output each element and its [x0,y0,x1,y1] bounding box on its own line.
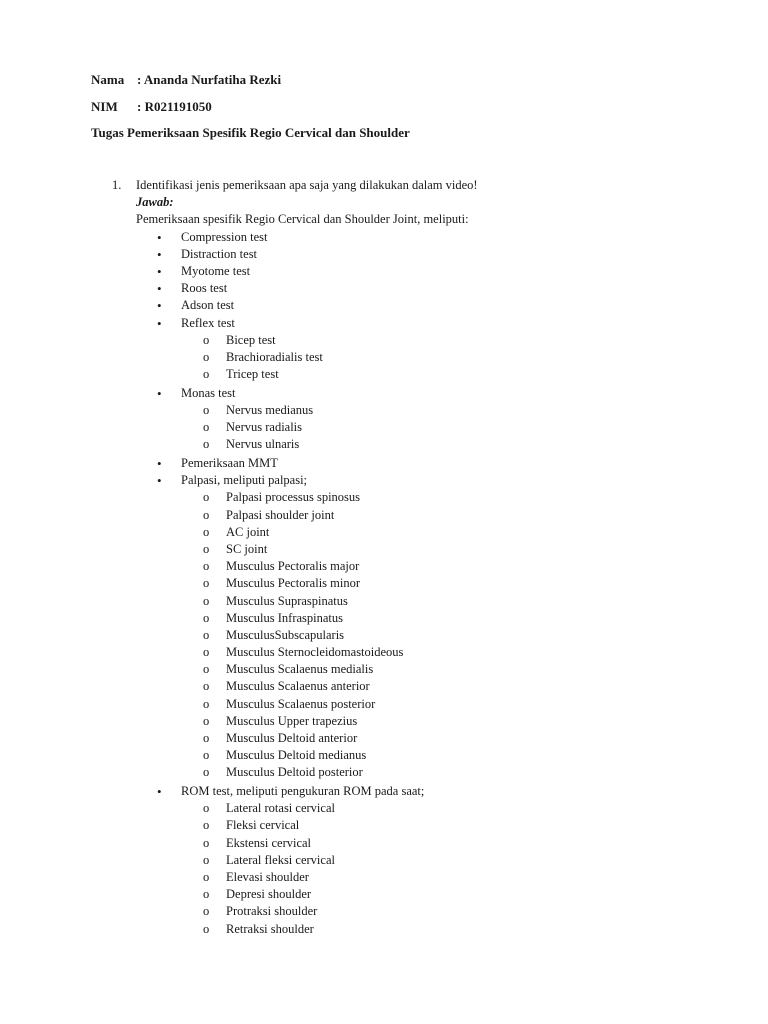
sub-list-item [112,610,732,627]
sub-bullet-icon: o [203,852,210,867]
list-item-row [112,455,732,472]
sub-list-item [112,366,732,383]
sub-list [112,402,732,454]
sub-bullet-icon: o [203,904,210,919]
list-item-row [112,472,732,489]
bullet-icon: • [157,315,162,331]
sub-bullet-icon: o [203,576,210,591]
question-number: 1. [112,178,122,192]
list-item-label: Monas test [181,385,236,400]
bullet-icon: • [157,473,162,489]
sub-list-item-label: Musculus Pectoralis minor [226,576,361,591]
sub-list-item-label: Lateral fleksi cervical [226,852,335,867]
list-item-row [112,385,732,402]
task-title: Tugas Pemeriksaan Spesifik Regio Cervical dan Shoulder [91,125,410,140]
sub-list-item-label: Musculus Supraspinatus [226,593,348,608]
sub-list-item-label: Lateral rotasi cervical [226,801,335,816]
sub-list-item-label: Brachioradialis test [226,349,323,364]
sub-bullet-icon: o [203,541,210,556]
sub-list-item-label: Palpasi shoulder joint [226,507,335,522]
sub-list-item-label: Elevasi shoulder [226,870,309,884]
sub-list-item-label: Musculus Pectoralis major [226,559,360,574]
sub-list-item-label: Nervus ulnaris [226,437,300,452]
list-item-label: Pemeriksaan MMT [181,456,278,470]
bullet-icon: • [157,385,162,401]
sub-bullet-icon: o [203,349,210,364]
sub-bullet-icon: o [203,731,210,745]
sub-list-item [112,886,732,903]
sub-list [112,800,732,938]
bullet-icon: • [157,784,162,800]
sub-bullet-icon: o [203,437,210,452]
sub-bullet-icon: o [203,696,210,711]
sub-list-item [112,903,732,920]
list-item [112,246,732,263]
sub-bullet-icon: o [203,593,210,608]
sub-list-item-label: Tricep test [226,367,279,382]
sub-list-item [112,489,732,506]
answer-intro: Pemeriksaan spesifik Regio Cervical dan Shoulder Joint, meliputi: [136,212,469,227]
list-item [112,783,732,939]
sub-bullet-icon: o [203,801,210,816]
list-item-label: Roos test [181,281,228,296]
sub-list-item [112,593,732,610]
sub-list-item-label: Nervus medianus [226,402,314,417]
list-item [112,315,732,385]
sub-bullet-icon: o [203,402,210,417]
sub-list-item [112,524,732,541]
sub-list-item-label: Musculus Infraspinatus [226,610,343,625]
intro-line [112,211,732,228]
question-text: Identifikasi jenis pemeriksaan apa saja yang dilakukan dalam video! [136,178,478,192]
sub-list-item [112,558,732,575]
sub-list-item-label: Musculus Scalaenus posterior [226,696,376,711]
exam-list [112,229,732,940]
sub-bullet-icon: o [203,887,210,902]
sub-list-item [112,349,732,366]
name-key: Nama [91,72,125,87]
list-item [112,297,732,314]
sub-list-item-label: Musculus Scalaenus medialis [226,662,374,677]
sub-list-item-label: Nervus radialis [226,420,303,435]
sub-bullet-icon: o [203,713,210,728]
sub-bullet-icon: o [203,921,210,936]
sub-list-item [112,852,732,869]
sub-bullet-icon: o [203,610,210,625]
bullet-icon: • [157,298,162,314]
sub-bullet-icon: o [203,332,210,347]
sub-list-item [112,696,732,713]
sub-list-item [112,436,732,453]
nim-value: : R021191050 [137,99,212,114]
sub-list [112,489,732,781]
sub-list-item-label: MusculusSubscapularis [226,627,345,642]
name-line [91,72,281,88]
sub-list-item-label: Musculus Upper trapezius [226,713,358,728]
sub-list-item-label: Retraksi shoulder [226,921,314,936]
bullet-icon: • [157,456,162,471]
sub-list-item-label: Palpasi processus spinosus [226,490,361,505]
sub-bullet-icon: o [203,559,210,574]
nim-line [91,99,212,115]
sub-list-item-label: Musculus Deltoid posterior [226,765,363,780]
list-item-label: Adson test [181,298,235,313]
sub-list-item-label: Protraksi shoulder [226,904,318,919]
sub-list-item-label: Fleksi cervical [226,818,300,833]
sub-bullet-icon: o [203,818,210,833]
sub-list-item [112,507,732,524]
sub-list-item-label: Depresi shoulder [226,887,312,902]
list-item [112,263,732,280]
list-item-label: Palpasi, meliputi palpasi; [181,473,308,488]
list-item [112,472,732,783]
sub-list-item-label: SC joint [226,541,268,556]
sub-bullet-icon: o [203,507,210,522]
list-item-label: Reflex test [181,315,235,330]
question-line [112,177,732,194]
bullet-icon: • [157,281,162,297]
sub-list-item [112,332,732,349]
sub-list-item [112,541,732,558]
list-item-label: Myotome test [181,263,251,278]
list-item [112,455,732,472]
bullet-icon: • [157,263,162,279]
sub-list-item [112,747,732,764]
sub-list-item [112,800,732,817]
sub-bullet-icon: o [203,835,210,850]
list-item [112,280,732,297]
sub-list-item [112,575,732,592]
answer-line [112,194,732,211]
sub-list-item-label: Bicep test [226,332,276,347]
sub-list-item [112,764,732,781]
list-item-row [112,246,732,263]
list-item-row [112,297,732,314]
sub-list-item [112,817,732,834]
question-block [112,177,732,939]
sub-list-item [112,627,732,644]
sub-bullet-icon: o [203,627,210,642]
sub-list-item [112,835,732,852]
list-item [112,229,732,246]
sub-list-item-label: Musculus Deltoid medianus [226,748,367,763]
list-item-row [112,229,732,246]
list-item-label: Distraction test [181,246,258,261]
sub-bullet-icon: o [203,524,210,539]
nim-key: NIM [91,99,118,114]
sub-bullet-icon: o [203,490,210,505]
sub-list-item [112,678,732,695]
answer-label: Jawab: [136,195,174,210]
bullet-icon: • [157,229,162,245]
sub-bullet-icon: o [203,679,210,694]
sub-list-item [112,402,732,419]
sub-list-item [112,419,732,436]
list-item-row [112,783,732,800]
sub-bullet-icon: o [203,765,210,780]
list-item-label: Compression test [181,229,268,244]
list-item-row [112,263,732,280]
sub-bullet-icon: o [203,367,210,382]
list-item-row [112,315,732,332]
bullet-icon: • [157,246,162,262]
sub-list-item-label: Musculus Deltoid anterior [226,731,358,745]
sub-bullet-icon: o [203,645,210,660]
sub-list-item [112,921,732,938]
sub-list-item-label: Ekstensi cervical [226,835,312,850]
list-item [112,385,732,455]
sub-list-item [112,713,732,730]
list-item-label: ROM test, meliputi pengukuran ROM pada saat; [181,784,425,799]
list-item-row [112,280,732,297]
sub-list-item-label: Musculus Scalaenus anterior [226,679,370,694]
sub-list-item-label: AC joint [226,524,270,539]
sub-list [112,332,732,384]
sub-bullet-icon: o [203,662,210,677]
sub-bullet-icon: o [203,870,210,884]
sub-list-item-label: Musculus Sternocleidomastoideous [226,645,404,660]
sub-list-item [112,644,732,661]
list-spacer [112,938,732,940]
sub-list-item [112,869,732,886]
sub-list-item [112,730,732,747]
sub-bullet-icon: o [203,748,210,763]
sub-list-item [112,661,732,678]
name-value: : Ananda Nurfatiha Rezki [137,72,282,87]
sub-bullet-icon: o [203,420,210,435]
